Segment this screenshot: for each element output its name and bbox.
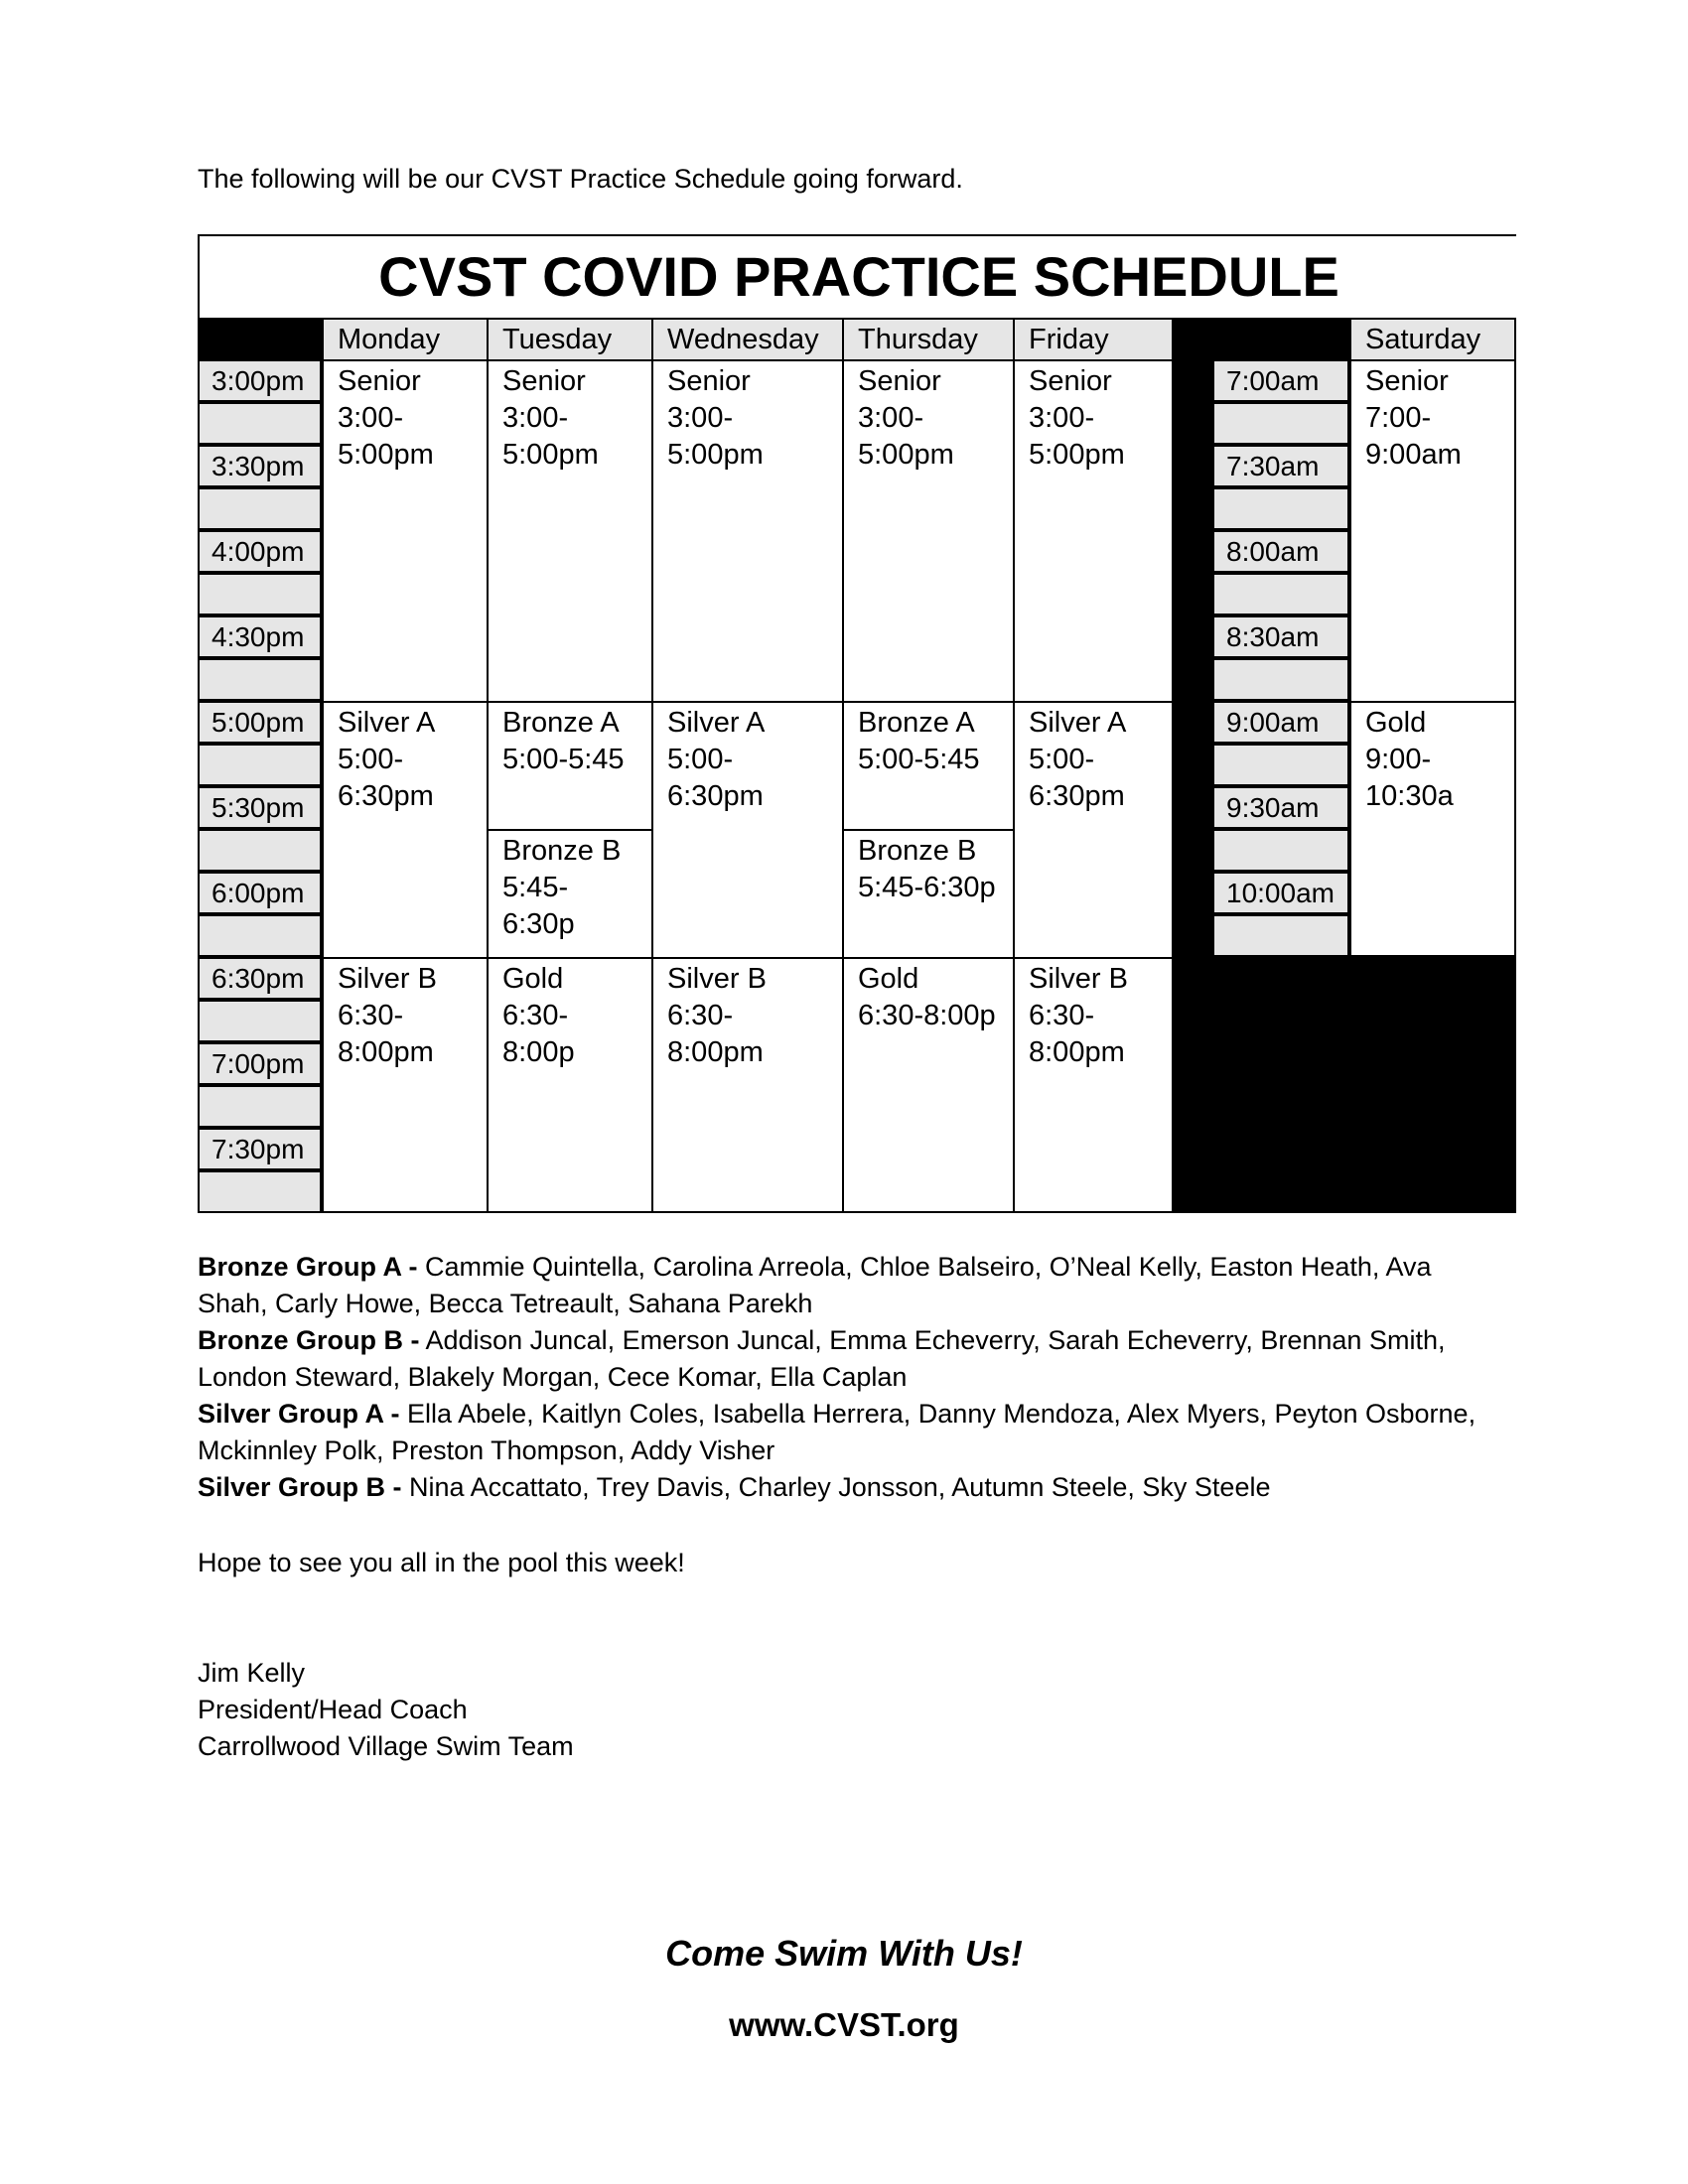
time-slot-empty: [1212, 402, 1349, 445]
time-slot-empty: [198, 573, 322, 615]
thursday-bronze-b: Bronze B 5:45-6:30p: [842, 829, 1013, 957]
time-slot: 7:00pm: [198, 1042, 322, 1085]
monday-silver-a: Silver A 5:00- 6:30pm: [322, 701, 487, 957]
time-slot: 7:00am: [1212, 359, 1349, 402]
header-wednesday: Wednesday: [651, 318, 842, 359]
wednesday-silver-b: Silver B 6:30-8:00pm: [651, 957, 842, 1213]
saturday-senior: Senior 7:00- 9:00am: [1349, 359, 1516, 701]
signature-org: Carrollwood Village Swim Team: [198, 1731, 574, 1761]
time-slot: 5:30pm: [198, 786, 322, 829]
time-slot: 9:00am: [1212, 701, 1349, 744]
time-slot-empty: [198, 829, 322, 872]
tuesday-bronze-b: Bronze B 5:45-6:30p: [487, 829, 651, 957]
saturday-gold: Gold 9:00- 10:30a: [1349, 701, 1516, 957]
weekday-time-column: [198, 359, 322, 1211]
time-slot-empty: [198, 1170, 322, 1213]
practice-schedule-table: [198, 234, 1516, 1214]
time-slot-empty: [198, 487, 322, 530]
time-slot-empty: [1212, 914, 1349, 957]
schedule-title: CVST COVID PRACTICE SCHEDULE: [378, 245, 1339, 308]
group-roster-item: [198, 1249, 1488, 1322]
signature-role: President/Head Coach: [198, 1695, 468, 1724]
group-members: Ella Abele, Kaitlyn Coles, Isabella Herrera, Danny Mendoza, Alex Myers, Peyton Osborne, Mckinnley Polk, Preston Thompson, Addy Visher: [198, 1399, 1477, 1465]
monday-senior: Senior 3:00- 5:00pm: [322, 359, 487, 701]
time-slot-empty: [1212, 487, 1349, 530]
group-roster-item: [198, 1322, 1488, 1396]
unused-block: [1174, 957, 1516, 1213]
time-slot: 3:30pm: [198, 445, 322, 487]
time-slot-empty: [1212, 573, 1349, 615]
group-roster-item: [198, 1396, 1488, 1469]
time-slot: 4:00pm: [198, 530, 322, 573]
group-members: Addison Juncal, Emerson Juncal, Emma Echeverry, Sarah Echeverry, Brennan Smith, London Steward, Blakely Morgan, Cece Komar, Ella Caplan: [198, 1325, 1446, 1392]
time-slot: 7:30am: [1212, 445, 1349, 487]
header-thursday: Thursday: [842, 318, 1013, 359]
group-members: Cammie Quintella, Carolina Arreola, Chloe Balseiro, O’Neal Kelly, Easton Heath, Ava Shah, Carly Howe, Becca Tetreault, Sahana Parekh: [198, 1252, 1432, 1318]
header-friday: Friday: [1013, 318, 1174, 359]
thursday-bronze-a: Bronze A 5:00-5:45: [842, 701, 1013, 829]
time-slot-empty: [1212, 744, 1349, 786]
time-slot: 5:00pm: [198, 701, 322, 744]
time-slot: 10:00am: [1212, 872, 1349, 914]
time-slot: 8:00am: [1212, 530, 1349, 573]
signature-name: Jim Kelly: [198, 1658, 306, 1688]
group-label: Bronze Group B -: [198, 1325, 420, 1355]
header-tuesday: Tuesday: [487, 318, 651, 359]
header-saturday: Saturday: [1349, 318, 1516, 359]
thursday-gold: Gold 6:30-8:00p: [842, 957, 1013, 1213]
intro-text: The following will be our CVST Practice Schedule going forward.: [198, 164, 963, 194]
footer-slogan: Come Swim With Us!: [665, 1933, 1023, 1974]
time-slot-empty: [1212, 658, 1349, 701]
time-slot: 6:30pm: [198, 957, 322, 1000]
friday-silver-a: Silver A 5:00- 6:30pm: [1013, 701, 1174, 957]
time-slot-empty: [198, 744, 322, 786]
signature-block: [198, 1655, 574, 1765]
time-slot-empty: [1212, 829, 1349, 872]
group-label: Bronze Group A -: [198, 1252, 418, 1282]
group-members: Nina Accattato, Trey Davis, Charley Jonsson, Autumn Steele, Sky Steele: [401, 1472, 1271, 1502]
monday-silver-b: Silver B 6:30- 8:00pm: [322, 957, 487, 1213]
footer-url[interactable]: www.CVST.org: [729, 2006, 959, 2043]
time-slot-empty: [198, 1000, 322, 1042]
time-slot: 8:30am: [1212, 615, 1349, 658]
friday-silver-b: Silver B 6:30- 8:00pm: [1013, 957, 1174, 1213]
saturday-time-column: [1212, 359, 1349, 957]
tuesday-gold: Gold 6:30-8:00p: [487, 957, 651, 1213]
time-slot: 9:30am: [1212, 786, 1349, 829]
time-slot: 6:00pm: [198, 872, 322, 914]
friday-senior: Senior 3:00- 5:00pm: [1013, 359, 1174, 701]
time-slot-empty: [198, 658, 322, 701]
wednesday-senior: Senior 3:00-5:00pm: [651, 359, 842, 701]
tuesday-senior: Senior 3:00- 5:00pm: [487, 359, 651, 701]
group-label: Silver Group B -: [198, 1472, 402, 1502]
thursday-senior: Senior 3:00- 5:00pm: [842, 359, 1013, 701]
tuesday-bronze-a: Bronze A 5:00-5:45: [487, 701, 651, 829]
time-slot: 4:30pm: [198, 615, 322, 658]
group-label: Silver Group A -: [198, 1399, 400, 1429]
time-slot-empty: [198, 402, 322, 445]
group-rosters: [198, 1249, 1488, 1506]
schedule-title-box: [198, 234, 1516, 318]
time-slot: 7:30pm: [198, 1128, 322, 1170]
wednesday-silver-a: Silver A 5:00-6:30pm: [651, 701, 842, 957]
time-slot-empty: [198, 914, 322, 957]
header-monday: Monday: [322, 318, 487, 359]
time-slot: 3:00pm: [198, 359, 322, 402]
closing-text: Hope to see you all in the pool this week!: [198, 1548, 685, 1577]
header-corner-block: [198, 318, 322, 359]
group-roster-item: [198, 1469, 1488, 1506]
header-divider-block: [1174, 318, 1349, 359]
time-slot-empty: [198, 1085, 322, 1128]
